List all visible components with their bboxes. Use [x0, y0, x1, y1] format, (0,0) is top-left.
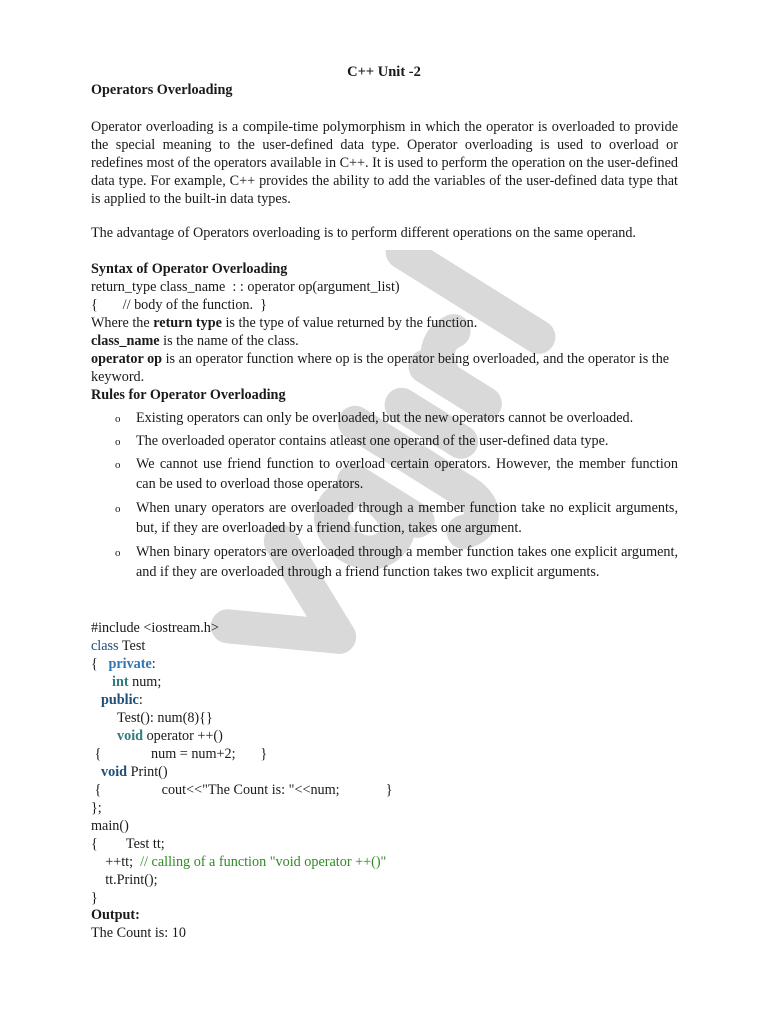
code-main-close: } — [91, 890, 98, 906]
bullet-marker: o — [115, 547, 121, 559]
code-private-line — [91, 655, 156, 673]
syntax-line: return_type class_name : : operator op(argument_list) — [91, 279, 400, 295]
definition-term: class_name — [91, 333, 160, 349]
code-keyword: void — [117, 728, 144, 744]
rule-item — [91, 498, 678, 538]
code-text: Print() — [127, 764, 168, 780]
code-text: operator ++() — [143, 728, 223, 744]
code-operator-decl — [117, 727, 223, 745]
rule-item — [91, 454, 678, 494]
rule-item — [91, 408, 678, 428]
rule-text: When binary operators are overloaded through a member function takes one explicit argument, and if they are overloaded through a friend function takes two explicit arguments. — [136, 544, 678, 580]
code-public-line — [101, 691, 143, 709]
code-text: Test — [118, 638, 146, 654]
operator-op-definition — [91, 350, 678, 386]
definition-text: is the name of the class. — [159, 333, 299, 349]
output-value: The Count is: 10 — [91, 925, 186, 941]
definition-term: return type — [153, 315, 222, 331]
syntax-heading: Syntax of Operator Overloading — [91, 261, 288, 277]
code-operator-body: { num = num+2; } — [91, 746, 268, 762]
rule-text: When unary operators are overloaded through a member function take no explicit arguments, but, if they are overloaded by a friend function, takes one argument. — [136, 500, 678, 536]
syntax-body: { // body of the function. } — [91, 297, 267, 313]
code-increment-line — [91, 853, 386, 871]
code-print-call: tt.Print(); — [91, 872, 158, 888]
code-text: : — [138, 692, 143, 708]
rule-item — [91, 431, 678, 451]
code-main: main() — [91, 818, 129, 834]
return-type-definition — [91, 314, 477, 332]
code-text: ++tt; — [91, 854, 141, 870]
code-keyword: class — [91, 638, 119, 654]
bullet-marker: o — [115, 413, 121, 425]
definition-text: is the type of value returned by the function. — [221, 315, 478, 331]
class-name-definition — [91, 332, 299, 350]
rule-text: We cannot use friend function to overload certain operators. However, the member function can be used to overload those operators. — [136, 456, 678, 492]
code-include: #include <iostream.h> — [91, 620, 219, 636]
code-keyword: int — [112, 674, 129, 690]
code-text: num; — [128, 674, 162, 690]
code-keyword: public — [101, 692, 139, 708]
document-title: C++ Unit -2 — [347, 64, 421, 80]
definition-term: operator op — [91, 351, 163, 367]
code-class-line — [91, 637, 145, 655]
code-keyword: void — [101, 764, 128, 780]
output-label: Output: — [91, 907, 140, 923]
rule-text: Existing operators can only be overloaded, but the new operators cannot be overloaded. — [136, 410, 634, 426]
advantage-paragraph: The advantage of Operators overloading is to perform different operations on the same operand. — [91, 225, 636, 241]
rule-text: The overloaded operator contains atleast one operand of the user-defined data type. — [136, 433, 609, 449]
code-int-line — [112, 673, 161, 691]
section-heading: Operators Overloading — [91, 82, 233, 98]
code-class-end: }; — [91, 800, 102, 816]
definition-text: Where the — [91, 315, 154, 331]
code-keyword: private — [108, 656, 152, 672]
rule-item — [91, 542, 678, 582]
definition-text: is an operator function where op is the operator being overloaded, and the operator is the keyword. — [91, 351, 670, 385]
code-print-decl — [101, 763, 168, 781]
bullet-marker: o — [115, 503, 121, 515]
rules-heading: Rules for Operator Overloading — [91, 387, 286, 403]
code-print-body: { cout<<"The Count is: "<<num; } — [91, 782, 393, 798]
code-comment: // calling of a function "void operator ++()" — [140, 854, 387, 870]
code-text: : — [151, 656, 156, 672]
code-constructor: Test(): num(8){} — [117, 710, 213, 726]
intro-paragraph: Operator overloading is a compile-time polymorphism in which the operator is overloaded to provide the special meaning to the user-defined data type. Operator overloading is used to overload or redefines most of the operators available in C++. It is used to perform the operation on the user-defined data type. For example, C++ provides the ability to add the variables of the user-defined data type that is applied to the built-in data types. — [91, 119, 678, 207]
code-text: { — [91, 656, 109, 672]
code-main-open: { Test tt; — [91, 836, 165, 852]
bullet-marker: o — [115, 459, 121, 471]
bullet-marker: o — [115, 436, 121, 448]
